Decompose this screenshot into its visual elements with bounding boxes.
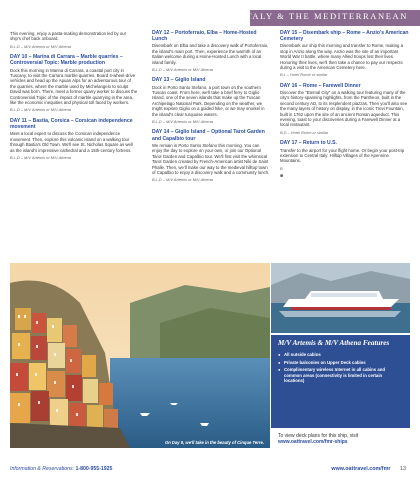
page-footer [0, 460, 420, 480]
day-11-heading: DAY 11 – Bastia, Corsica – Corsican independence movement [10, 117, 133, 131]
itinerary-column-3 [280, 30, 410, 180]
itinerary-column-2 [152, 30, 270, 183]
itinerary-column-1 [10, 30, 138, 160]
cinque-terre-photo [10, 263, 270, 448]
day-14-text: We remain in Porto Santo Stefano this morning. You can enjoy the day to explore on your own, or join our Optional Tarot Garden and Capalbio tour. We'll first visit the whimsical Tarot Garden created by French-American artist Niki de Saint Phalle. Then, we'll make our way to the medieval hilltop town of Capalbio to enjoy a discovery walk and a community lunch. [152, 142, 270, 175]
day-13-text: Dock in Porto Santo Stefano, a port town on the southern Tuscan coast. From here, we'll take a brief ferry to Giglio Island, one of the seven islands that make up the Tuscan Archipelago National Park. Depending on the weather, we might explore Giglio on a guided hike, or we may snorkel in the island's clear turquoise waters. [152, 84, 265, 117]
feature-item: ● Complimentary wireless Internet in all cabins and common areas (connectivity is limited in certain locations) [278, 367, 403, 383]
end-mark: ■ [280, 173, 284, 180]
deck-plans-note [278, 433, 410, 445]
day-16-heading: DAY 16 – Rome – Farewell Dinner [280, 82, 361, 89]
day-17-meals: B [280, 165, 283, 171]
day-12-meals: B,L,D – M/V Artemis or M/V Athena [152, 67, 213, 73]
day-9-meals: B,L,D – M/V Artemis or M/V Athena [10, 43, 71, 49]
page-number: 13 [400, 466, 406, 472]
day-16-text: Discover the "Eternal City" on a walking tour featuring many of the city's history-spanning highlights, from the Pantheon, built in the second century AD, to its resplendent piazzas. Then you'll also see the many layers of history on display, in the iconic Trevi Fountain, built in 1762 upon the site of an ancient Roman aqueduct. This evening, toast to your discoveries during a Farewell Dinner at a local restaurant. [280, 90, 408, 128]
feature-item: ● All outside cabins [278, 352, 403, 357]
day-11-meals: B,L,D – M/V Artemis or M/V Athena [10, 154, 71, 160]
day-12-heading: DAY 12 – Portoferraio, Elba – Home-Hosted Lunch [152, 30, 257, 43]
day-13-meals: B,L,D – M/V Artemis or M/V Athena [152, 119, 213, 125]
day-11-text: Meet a local expert to discuss the Corsican independence movement. Then, explore this volcanic island on a walking tour through Bastia's Old Town. We'll see St. Nicholas Square as well as the island's impressive cathedral and a 15th-century fortress. [10, 131, 133, 153]
reservations-label: Information & Reservations: [10, 466, 75, 472]
village-illustration [10, 263, 270, 448]
day-17-heading: DAY 17 – Return to U.S. [280, 140, 337, 147]
day-14-meals: B,L,D – M/V Artemis or M/V Athena [152, 177, 213, 183]
day-15-heading: DAY 15 – Disembark ship – Rome – Anzio's American Cemetery [280, 30, 409, 43]
day-17-text: Transfer to the airport for your flight home. Or begin your post-trip extension to Central Italy: Hilltop Villages of the Apennine Mountains. [280, 147, 405, 164]
day-15-text: Disembark our ship this morning and transfer to Rome, making a stop in Anzio along the way. Anzio was the site of an important World War II battle, where many Allied troops lost their lives. Honoring their lives, we'll then take a chance to pay our respects during a visit to the American Cemetery here. [280, 43, 403, 71]
section-title: ITALY & THE MEDITERRANEAN [241, 11, 408, 21]
features-title: M/V Artemis & M/V Athena Features [278, 339, 390, 347]
day-13-heading: DAY 13 – Giglio Island [152, 77, 206, 84]
day-10-heading: DAY 10 – Marina di Carrara – Marble quarries – Controversial Topic: Marble production [10, 54, 123, 67]
deck-plans-link[interactable]: www.oattravel.com/fmr-ships [278, 439, 348, 445]
day-10-text: Dock this morning in Marina di Carrara, a coastal port city in Tuscany, to visit the Carrara marble quarries. Board 4-wheel-drive vehicles and head up the Apuan Alps for an adventurous tour of the quarries, where the marble used by Michelangelo to sculpt David was born. There, meet a former quarry worker to discuss the Controversial Topic of the impact of marble quarrying in the area, like the economic inequities and physical toll faced by workers. [10, 67, 138, 106]
features-list [278, 352, 403, 383]
day-12-text: Disembark on Elba and take a discovery walk of Portoferraio, the island's main port. Then, experience the warmth of an Italian welcome during a Home-Hosted Lunch with a local island family. [152, 43, 269, 65]
ship-features-box [271, 335, 410, 428]
day-16-meals: B,D – Hotel Rome or similar [280, 129, 329, 135]
reservations-info [10, 466, 112, 472]
footer-url[interactable]: www.oattravel.com/fmr [331, 466, 391, 472]
page-header [0, 0, 420, 26]
footer-right [331, 466, 406, 472]
day-9-continued-text: This evening, enjoy a pasta-making demonstration led by our ship's chef back onboard. [10, 31, 127, 42]
reservations-phone[interactable]: 1-800-955-1925 [75, 466, 113, 472]
day-10-meals: B,L,D – M/V Artemis or M/V Athena [10, 107, 71, 113]
deck-plans-text: To view deck plans for this ship, visit [278, 433, 359, 439]
photo-caption: On Day 9, we'll take in the beauty of Cinque Terre. [164, 440, 264, 445]
day-14-heading: DAY 14 – Giglio Island – Optional Tarot Garden and Capalbio tour [152, 129, 265, 142]
feature-item: ● Private balconies on Upper Deck cabins [278, 360, 403, 365]
ship-illustration [271, 263, 410, 333]
ship-photo [271, 263, 410, 333]
day-15-meals: B,L – Hotel Rome or similar [280, 72, 328, 78]
